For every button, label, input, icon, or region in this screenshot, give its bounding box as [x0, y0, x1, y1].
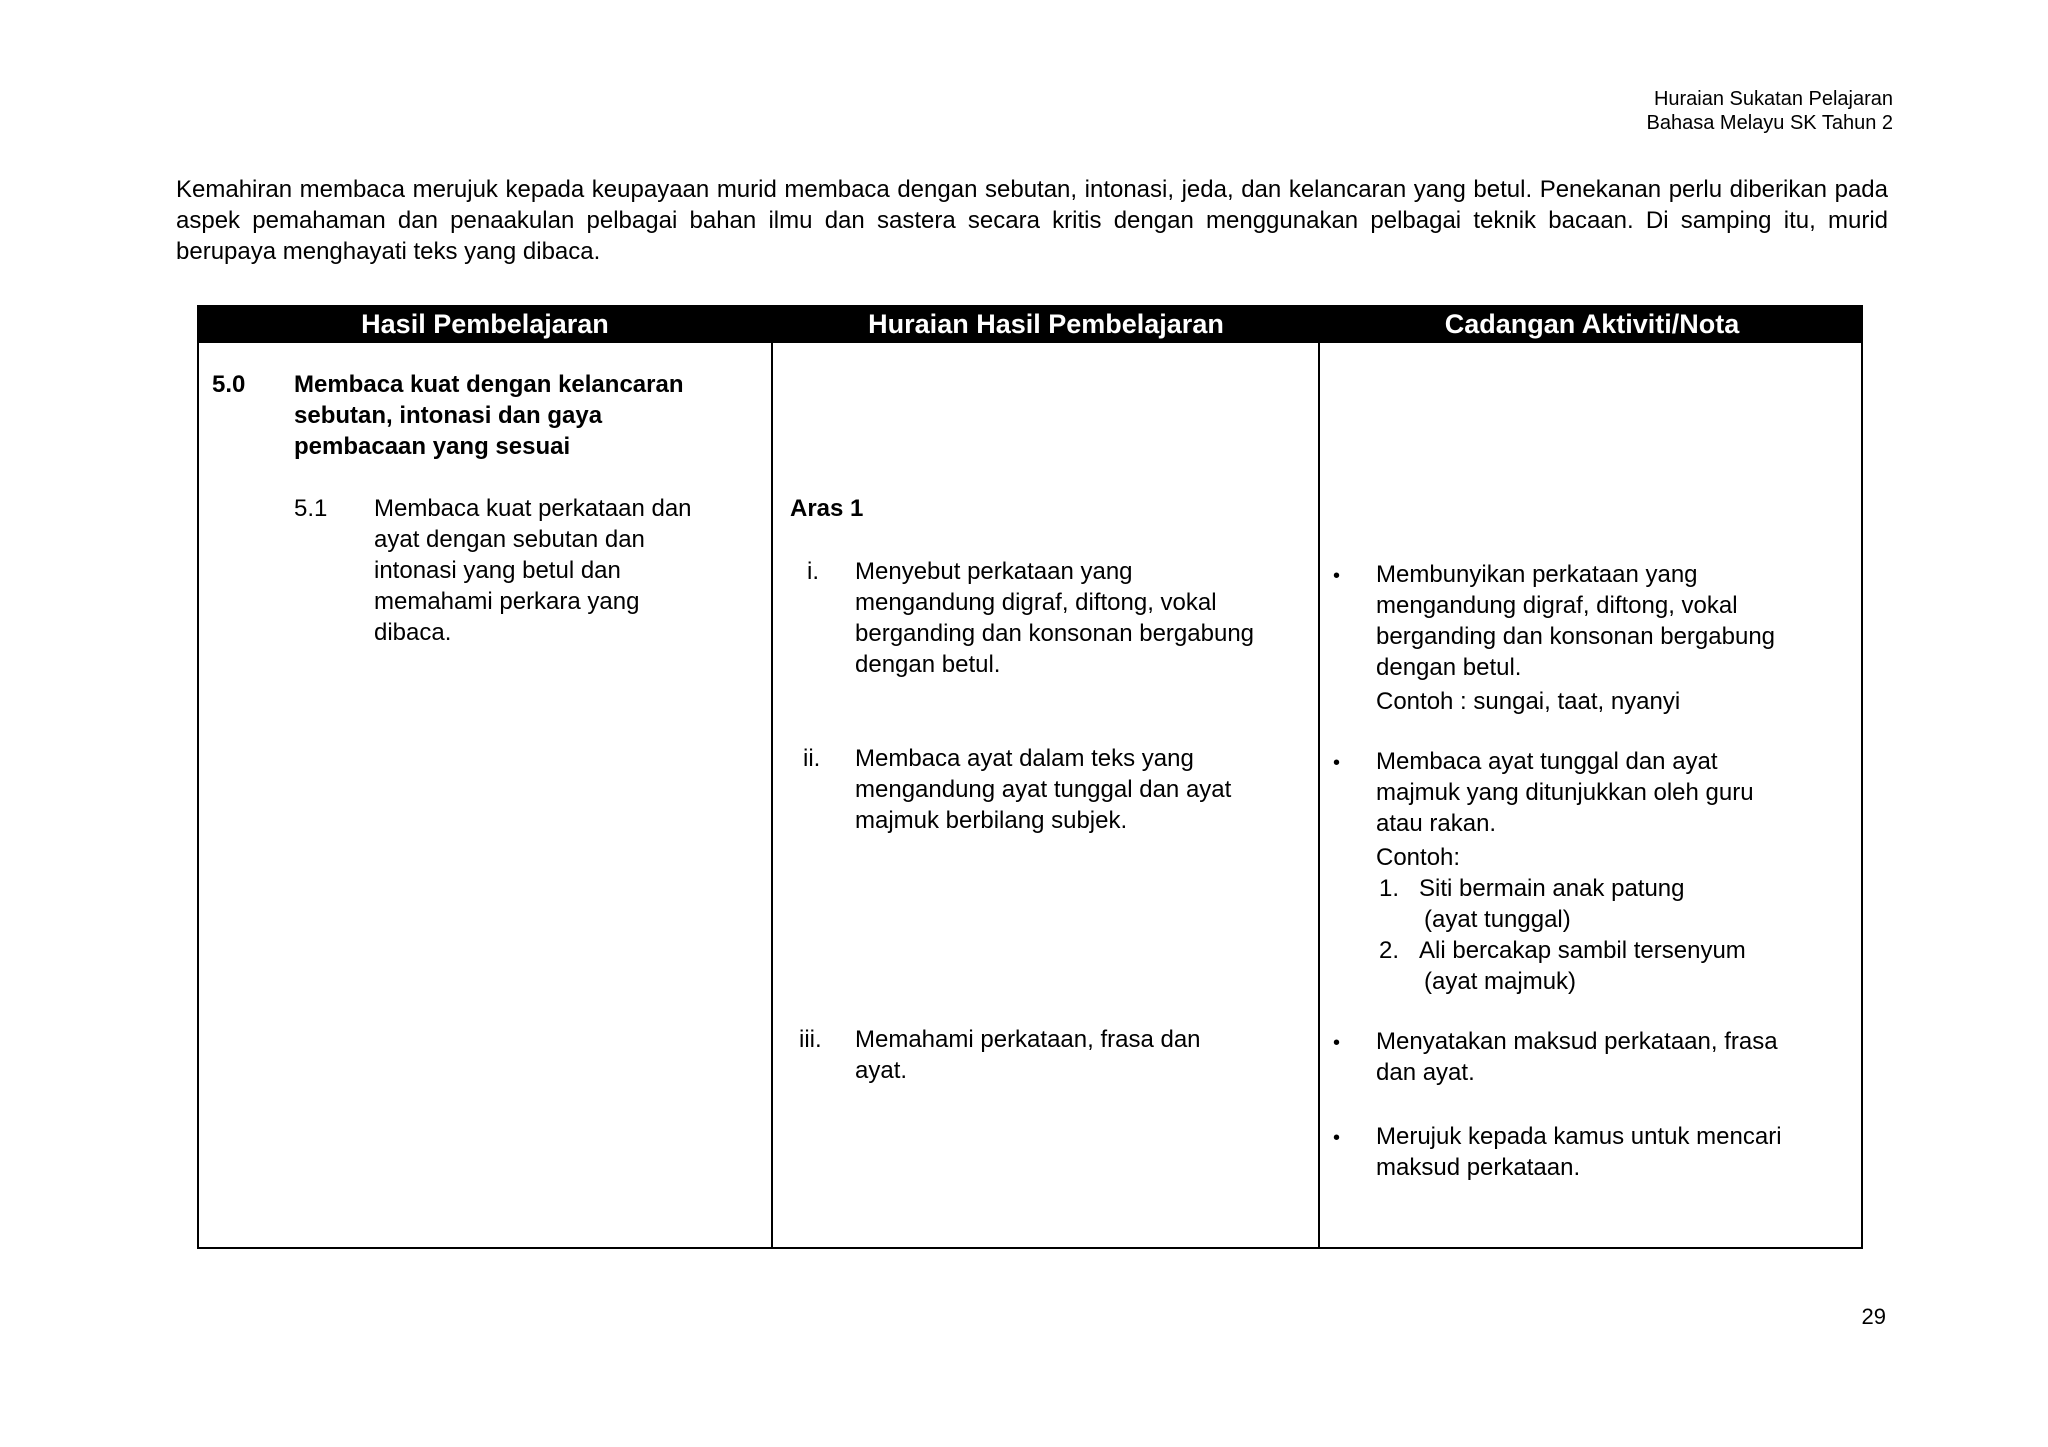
activity-item: Menyatakan maksud perkataan, frasa dan ayat.	[1376, 1028, 1778, 1086]
item-number: iii.	[799, 1026, 822, 1053]
activity-example: Contoh : sungai, taat, nyanyi	[1376, 688, 1681, 715]
activity-item: Merujuk kepada kamus untuk mencari maksud perkataan.	[1376, 1123, 1782, 1181]
level-label: Aras 1	[790, 495, 864, 522]
activity-item: Membaca ayat tunggal dan ayat majmuk yang ditunjukkan oleh guru atau rakan. Contoh: 1. Siti bermain anak patung (ayat tunggal) 2. Ali bercakap sambil tersenyum (ayat majmuk)	[1376, 746, 1856, 997]
sub-outcome-text: Membaca kuat perkataan dan ayat dengan sebutan dan intonasi yang betul dan memahami perkara yang dibaca.	[374, 495, 692, 646]
column-divider	[1318, 307, 1320, 1247]
curriculum-table	[197, 305, 1863, 1249]
page-header	[1647, 87, 1893, 135]
item-text: Membaca ayat dalam teks yang mengandung ayat tunggal dan ayat majmuk berbilang subjek.	[855, 745, 1232, 834]
bullet-icon: •	[1333, 752, 1341, 774]
item-text: Menyebut perkataan yang mengandung digraf, diftong, vokal berganding dan konsonan bergabung dengan betul.	[855, 558, 1255, 678]
item-number: ii.	[803, 745, 821, 772]
header-line-2: Bahasa Melayu SK Tahun 2	[1646, 112, 1893, 134]
bullet-icon: •	[1333, 1127, 1341, 1149]
header-line-1: Huraian Sukatan Pelajaran	[1653, 88, 1893, 110]
example-item: 1. Siti bermain anak patung (ayat tunggal)	[1379, 875, 1685, 933]
column-divider	[771, 307, 773, 1247]
table-header-row	[199, 307, 1861, 343]
bullet-icon: •	[1333, 565, 1341, 587]
example-item: 2. Ali bercakap sambil tersenyum (ayat majmuk)	[1379, 937, 1746, 995]
intro-paragraph: Kemahiran membaca merujuk kepada keupayaan murid membaca dengan sebutan, intonasi, jeda, dan kelancaran yang betul. Penekanan perlu diberikan pada aspek pemahaman dan penaakulan pelbagai bahan ilmu dan sastera secara kritis dengan menggunakan pelbagai teknik bacaan. Di samping itu, murid berupaya menghayati teks yang dibaca.	[176, 176, 1888, 265]
header-hasil-pembelajaran: Hasil Pembelajaran	[361, 309, 609, 339]
main-outcome-number: 5.0	[212, 371, 246, 398]
sub-outcome-number: 5.1	[294, 495, 328, 522]
bullet-icon: •	[1333, 1032, 1341, 1054]
item-number: i.	[807, 558, 819, 585]
header-cadangan: Cadangan Aktiviti/Nota	[1444, 309, 1740, 339]
header-huraian: Huraian Hasil Pembelajaran	[868, 309, 1224, 339]
page-number: 29	[1861, 1304, 1886, 1329]
item-text: Memahami perkataan, frasa dan ayat.	[855, 1026, 1201, 1084]
activity-example-label: Contoh:	[1376, 844, 1461, 871]
main-outcome-title: Membaca kuat dengan kelancaran sebutan, intonasi dan gaya pembacaan yang sesuai	[294, 371, 684, 460]
activity-item: Membunyikan perkataan yang mengandung digraf, diftong, vokal berganding dan konsonan bergabung dengan betul. Contoh : sungai, taat, nyanyi	[1376, 559, 1856, 717]
